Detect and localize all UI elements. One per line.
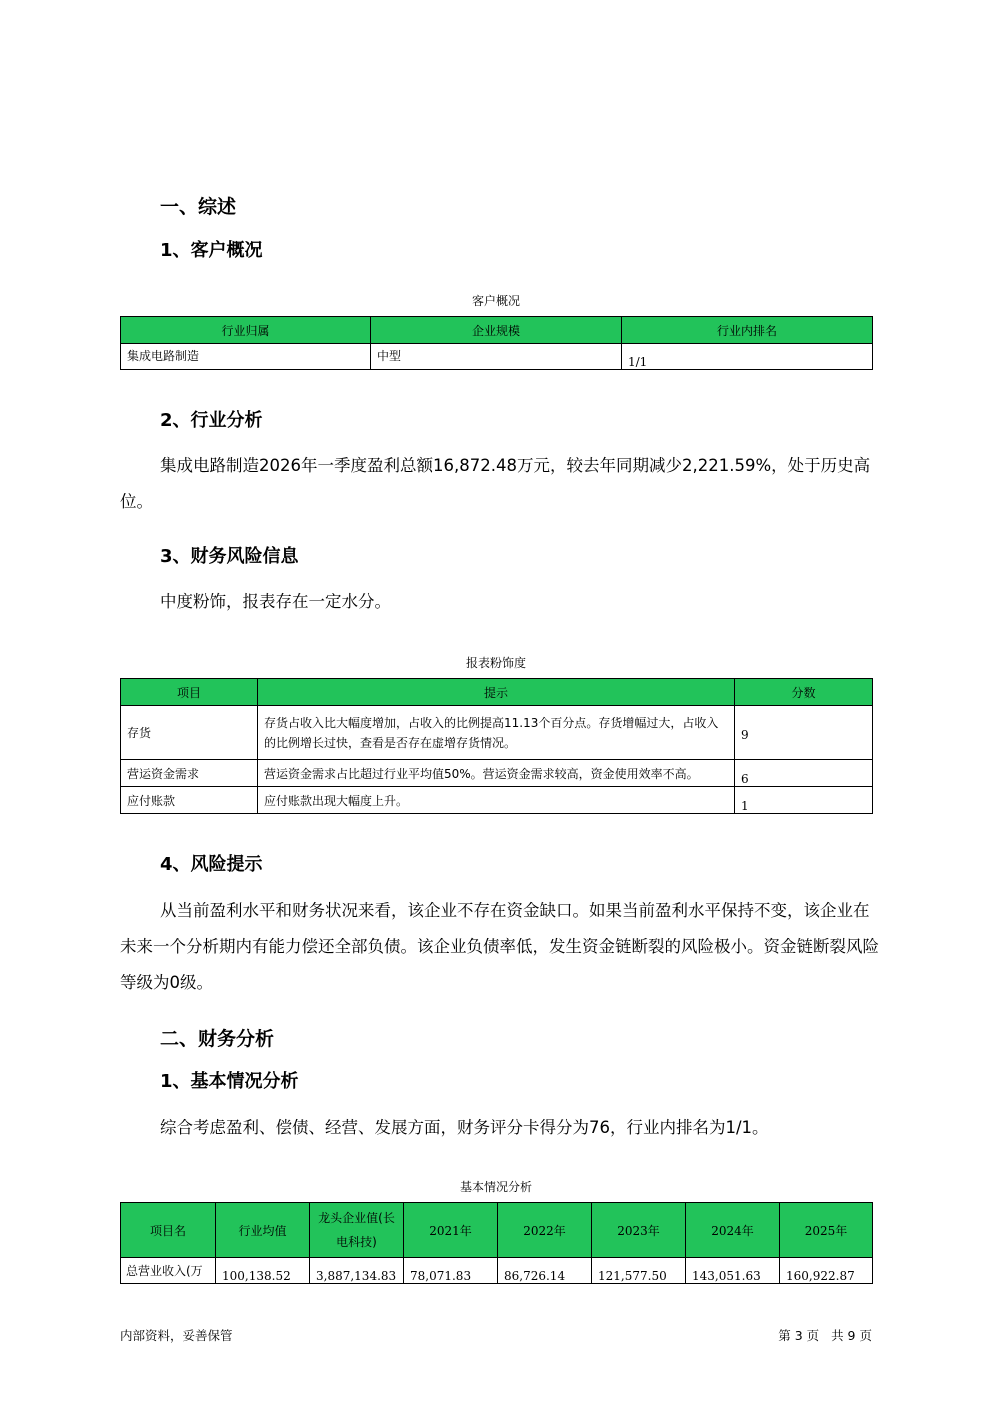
header-cell: 2021年: [404, 1203, 498, 1258]
cell-rank: 1/1: [622, 344, 873, 370]
customer-table: [120, 316, 873, 370]
cell-year-value: 160,922.87: [780, 1258, 873, 1284]
cell-item-name: 总营业收入(万: [121, 1258, 216, 1284]
whitewash-table-block: [120, 654, 872, 814]
subsection-title-industry: 2、行业分析: [160, 410, 263, 431]
table-row: [121, 1258, 873, 1284]
section-title-overview: 一、综述: [160, 196, 237, 218]
cell-industry-avg: 100,138.52: [216, 1258, 310, 1284]
cell-item: 存货: [121, 706, 258, 760]
basic-paragraph: 综合考虑盈利、偿债、经营、发展方面，财务评分卡得分为76，行业内排名为1/1。: [160, 1118, 769, 1137]
basic-table: [120, 1202, 873, 1284]
header-cell: 2025年: [780, 1203, 873, 1258]
footer-confidential-note: 内部资料，妥善保管: [120, 1328, 233, 1343]
header-cell: 2022年: [498, 1203, 592, 1258]
cell-leader-value: 3,887,134.83: [310, 1258, 404, 1284]
table-caption: 报表粉饰度: [465, 656, 526, 670]
cell-industry: 集成电路制造: [121, 344, 371, 370]
section-title-financial: 二、财务分析: [160, 1028, 275, 1050]
header-cell: 2024年: [686, 1203, 780, 1258]
subsection-title-customer: 1、客户概况: [160, 240, 263, 261]
cell-hint: 存货占收入比大幅度增加，占收入的比例提高11.13个百分点。存货增幅过大，占收入的比例增长过快，查看是否存在虚增存货情况。: [258, 706, 735, 760]
risk-paragraph: 中度粉饰，报表存在一定水分。: [160, 592, 391, 611]
whitewash-table: [120, 678, 873, 814]
table-row: [121, 760, 873, 787]
cell-score: 1: [735, 787, 873, 814]
cell-scale: 中型: [371, 344, 622, 370]
header-cell: 分数: [735, 679, 873, 706]
industry-paragraph: 集成电路制造2026年一季度盈利总额16,872.48万元，较去年同期减少2,221.59%，处于历史高位。: [120, 456, 871, 511]
cell-score: 6: [735, 760, 873, 787]
warning-paragraph: 从当前盈利水平和财务状况来看，该企业不存在资金缺口。如果当前盈利水平保持不变，该企业在未来一个分析期内有能力偿还全部负债。该企业负债率低，发生资金链断裂的风险极小。资金链断裂风险等级为0级。: [120, 901, 879, 992]
header-cell: 行业均值: [216, 1203, 310, 1258]
subsection-title-risk-info: 3、财务风险信息: [160, 546, 299, 567]
header-cell: 行业归属: [121, 317, 371, 344]
header-cell: 企业规模: [371, 317, 622, 344]
table-row: [121, 706, 873, 760]
cell-hint: 营运资金需求占比超过行业平均值50%。营运资金需求较高，资金使用效率不高。: [258, 760, 735, 787]
cell-item: 营运资金需求: [121, 760, 258, 787]
table-row: [121, 344, 873, 370]
table-header-row: [121, 317, 873, 344]
cell-item: 应付账款: [121, 787, 258, 814]
basic-table-block: [120, 1178, 872, 1284]
table-row: [121, 787, 873, 814]
subsection-title-warning: 4、风险提示: [160, 854, 263, 875]
table-header-row: [121, 1203, 873, 1258]
cell-score: 9: [735, 706, 873, 760]
header-cell: 项目: [121, 679, 258, 706]
cell-year-value: 121,577.50: [592, 1258, 686, 1284]
header-cell: 项目名: [121, 1203, 216, 1258]
table-caption: 基本情况分析: [459, 1180, 532, 1194]
cell-year-value: 143,051.63: [686, 1258, 780, 1284]
header-cell: 提示: [258, 679, 735, 706]
footer-page-number: 第 3 页 共 9 页: [778, 1328, 872, 1343]
cell-year-value: 86,726.14: [498, 1258, 592, 1284]
table-header-row: [121, 679, 873, 706]
header-cell: 龙头企业值(长电科技): [310, 1203, 404, 1258]
header-cell: 行业内排名: [622, 317, 873, 344]
cell-year-value: 78,071.83: [404, 1258, 498, 1284]
table-caption: 客户概况: [471, 294, 520, 308]
cell-hint: 应付账款出现大幅度上升。: [258, 787, 735, 814]
customer-table-block: [120, 292, 872, 370]
subsection-title-basic: 1、基本情况分析: [160, 1071, 299, 1092]
header-cell: 2023年: [592, 1203, 686, 1258]
